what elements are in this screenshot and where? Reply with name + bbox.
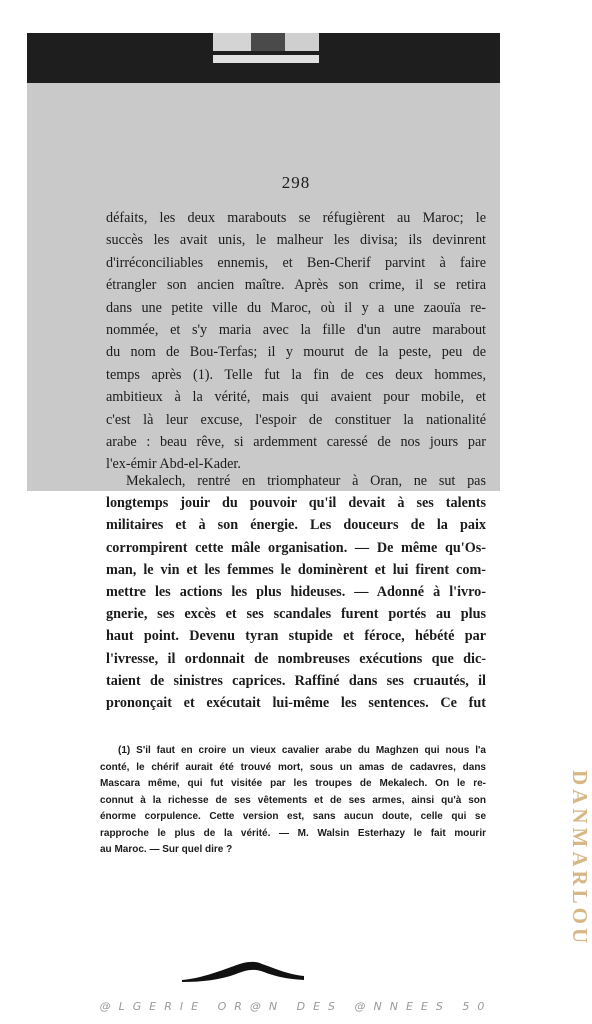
text-line: nommée, et s'y maria avec la fille d'un autre marabout xyxy=(106,322,486,339)
footnote-line: Mascara même, qui fut visitée par les troupes de Mekalech. On le re- xyxy=(100,778,486,789)
body-paragraph-1 xyxy=(106,207,486,476)
text-line: haut point. Devenu tyran stupide et féroce, hébété par xyxy=(106,628,486,645)
watermark-bottom: @LGERIE OR@N DES @NNEES 50 xyxy=(99,1000,493,1013)
text-line: man, le vin et les femmes le dominèrent et lui firent com- xyxy=(106,561,486,578)
text-line: l'ivresse, il ordonnait de nombreuses exécutions que dic- xyxy=(106,650,486,667)
text-line: taient de sinistres caprices. Raffiné dans ses cruautés, il xyxy=(106,672,486,689)
footnote-line: conté, le chérif aurait été trouvé mort, sous un amas de cadavres, dans xyxy=(100,761,486,773)
text-line: longtemps jouir du pouvoir qu'il devait à ses talents xyxy=(106,495,486,512)
footnote xyxy=(100,743,486,859)
text-line: Mekalech, rentré en triomphateur à Oran, ne sut pas xyxy=(126,473,486,489)
footnote-line: (1) S'il faut en croire un vieux cavalier arabe du Maghzen qui nous l'a xyxy=(118,745,486,756)
text-line: arabe : beau rêve, si ardemment caressé de nos jours par xyxy=(106,434,486,451)
scan-dark-band xyxy=(27,33,500,83)
watermark-side: DANMARLOU xyxy=(568,770,592,948)
text-line: d'irréconciliables ennemis, et Ben-Cherif parvint à faire xyxy=(106,254,486,271)
page-number: 298 xyxy=(281,173,311,192)
text-line: du nom de Bou-Terfas; il y mourut de la peste, peu de xyxy=(106,344,486,361)
footnote-line: énorme corpulence. Cette version est, sans aucun doute, celle qui se xyxy=(100,811,486,822)
footnote-line: connut à la richesse de ses vêtements et de ses armes, ainsi qu'à son xyxy=(100,794,486,806)
text-line: militaires et à son énergie. Les douceurs de la paix xyxy=(106,517,486,534)
text-line: dans une petite ville du Maroc, où il y a une zaouïa re- xyxy=(106,299,486,316)
ornament-icon xyxy=(182,958,304,984)
body-paragraph-2 xyxy=(106,470,486,714)
text-line: l'ex-émir Abd-el-Kader. xyxy=(106,456,241,473)
scan-artifact xyxy=(285,33,319,51)
text-line: succès les avait unis, le malheur les divisa; ils devinrent xyxy=(106,232,486,249)
text-line: défaits, les deux marabouts se réfugièrent au Maroc; le xyxy=(106,210,486,226)
text-line: étrangler son ancien maître. Après son crime, il se retira xyxy=(106,277,486,294)
text-line: corrompirent cette mâle organisation. — De même qu'Os- xyxy=(106,539,486,556)
scan-artifact xyxy=(213,33,251,51)
footnote-line: au Maroc. — Sur quel dire ? xyxy=(100,844,233,855)
scan-artifact xyxy=(251,33,285,51)
text-line: c'est là leur excuse, l'espoir de constituer la nationalité xyxy=(106,411,486,428)
text-line: ambitieux à la vérité, mais qui avaient pour mobile, et xyxy=(106,389,486,406)
footnote-line: rapproche le plus de la vérité. — M. Walsin Esterhazy le fait mourir xyxy=(100,827,486,839)
text-line: prononçait et exécutait lui-même les sentences. Ce fut xyxy=(106,695,486,712)
text-line: temps après (1). Telle fut la fin de ces deux hommes, xyxy=(106,366,486,383)
text-line: mettre les actions les plus hideuses. — Adonné à l'ivro- xyxy=(106,584,486,601)
scan-artifact xyxy=(213,55,319,63)
text-line: gnerie, ses excès et ses scandales furent portés au plus xyxy=(106,606,486,623)
